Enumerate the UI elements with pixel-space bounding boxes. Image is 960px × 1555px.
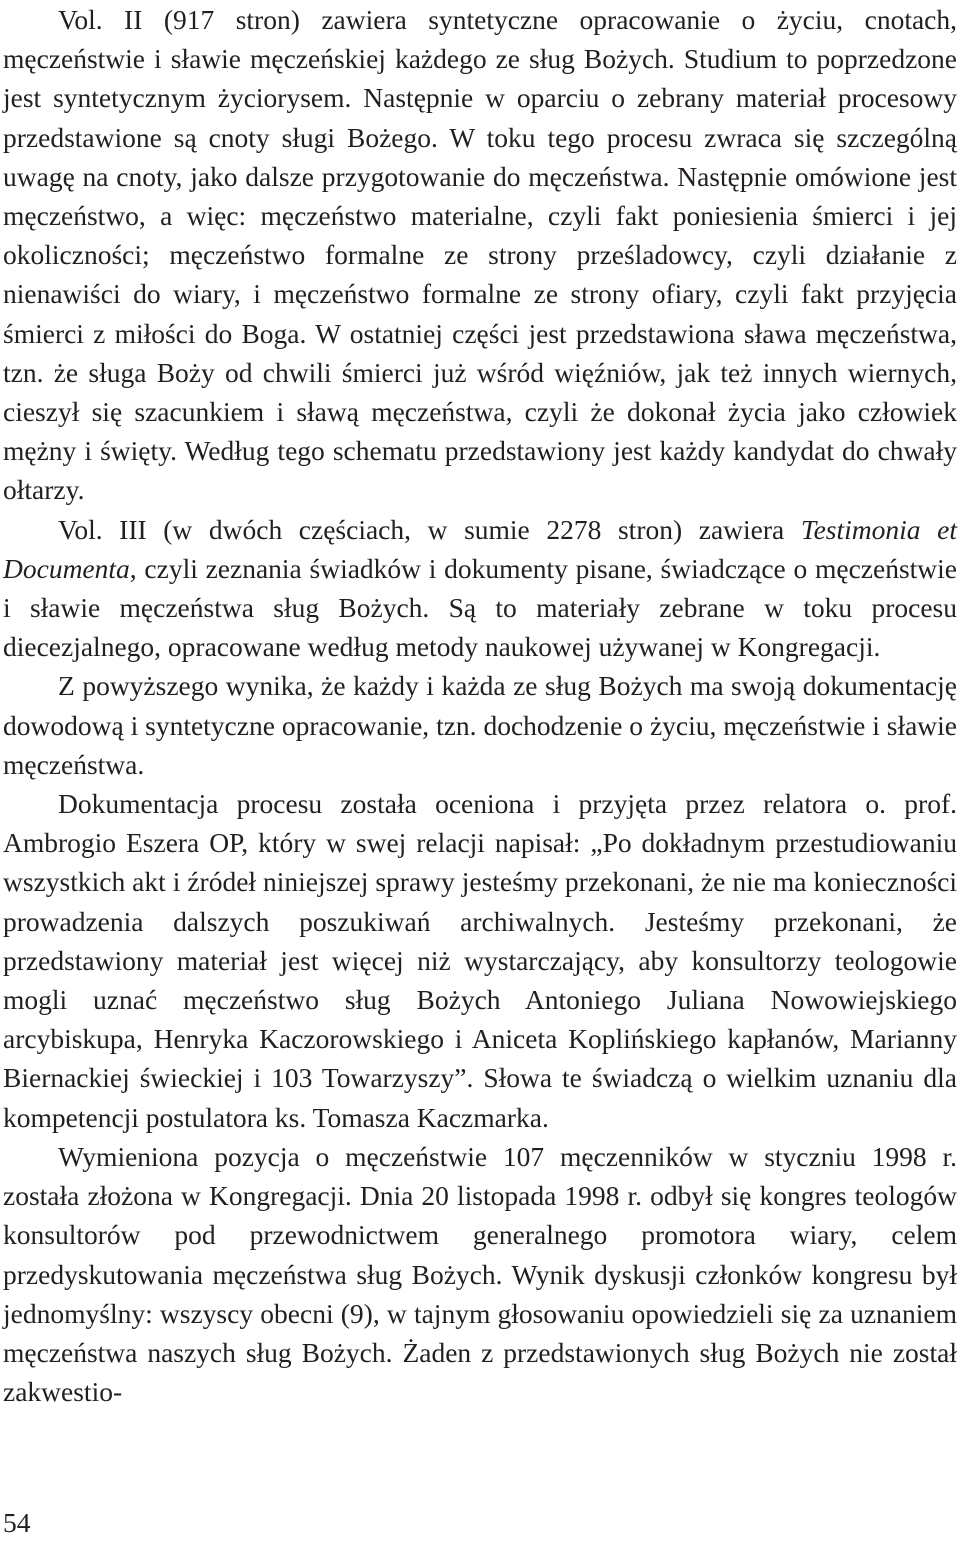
paragraph-vol-ii — [3, 0, 957, 510]
paragraph-congress — [3, 1137, 957, 1411]
paragraph-text: Vol. III (w dwóch częściach, w sumie 2278 stron) zawiera — [58, 513, 801, 545]
paragraph-relator — [3, 784, 957, 1137]
paragraph-vol-iii — [3, 510, 957, 667]
italic-title: Testimonia et Documenta — [3, 513, 957, 584]
paragraph-text: Z powyższego wynika, że każdy i każda ze sług Bożych ma swoją dokumentację dowodową i syntetyczne opracowanie, tzn. dochodzenie o życiu, męczeństwie i sławie męczeństwa. — [3, 670, 957, 780]
paragraph-summary — [3, 666, 957, 784]
paragraph-text: , czyli zeznania świadków i dokumenty pisane, świadczące o męczeństwie i sławie męczeństwa sług Bożych. Są to materiały zebrane w toku procesu diecezjalnego, opracowane według metody naukowej używanej w Kongregacji. — [3, 552, 957, 663]
body-text — [3, 0, 957, 1411]
page-number: 54 — [3, 1507, 31, 1538]
paragraph-text: Dokumentacja procesu została oceniona i przyjęta przez relatora o. prof. Ambrogio Eszera OP, który w swej relacji napisał: „Po dokładnym przestudiowaniu wszystkich akt i źródeł niniejszej sprawy jesteśmy przekonani, że nie ma konieczności prowadzenia dalszych poszukiwań archiwalnych. Jesteśmy przekonani, że przedstawiony materiał jest więcej niż wystarczający, aby konsultorzy teologowie mogli uznać męczeństwo sług Bożych Antoniego Juliana Nowowiejskiego arcybiskupa, Henryka Kaczorowskiego i Aniceta Koplińskiego kapłanów, Marianny Biernackiej świeckiej i 103 Towarzyszy”. Słowa te świadczą o wielkim uznaniu dla kompetencji postulatora ks. Tomasza Kaczmarka. — [3, 788, 957, 1133]
paragraph-text: Vol. II (917 stron) zawiera syntetyczne opracowanie o życiu, cnotach, męczeństwie i sławie męczeńskiej każdego ze sług Bożych. Studium to poprzedzone jest syntetycznym życiorysem. Następnie w oparciu o zebrany materiał procesowy przedstawione są cnoty sługi Bożego. W toku tego procesu zwraca się szczególną uwagę na cnoty, jako dalsze przygotowanie do męczeństwa. Następnie omówione jest męczeństwo, a więc: męczeństwo materialne, czyli fakt poniesienia śmierci i jej okoliczności; męczeństwo formalne ze strony prześladowcy, czyli działanie z nienawiści do wiary, i męczeństwo formalne ze strony ofiary, czyli fakt przyjęcia śmierci z miłości do Boga. W ostatniej części jest przedstawiona sława męczeństwa, tzn. że sługa Boży od chwili śmierci już wśród więźniów, jak też innych wiernych, cieszył się szacunkiem i sławą męczeństwa, czyli że dokonał życia jako człowiek mężny i święty. Według tego schematu przedstawiony jest każdy kandydat do chwały ołtarzy. — [3, 4, 957, 506]
paragraph-text: Wymieniona pozycja o męczeństwie 107 męczenników w styczniu 1998 r. została złożona w Kongregacji. Dnia 20 listopada 1998 r. odbył się kongres teologów konsultorów pod przewodnictwem generalnego promotora wiary, celem przedyskutowania męczeństwa sług Bożych. Wynik dyskusji członków kongresu był jednomyślny: wszyscy obecni (9), w tajnym głosowaniu opowiedzieli się za uznaniem męczeństwa naszych sług Bożych. Żaden z przedstawionych sług Bożych nie został zakwestio- — [3, 1140, 957, 1408]
